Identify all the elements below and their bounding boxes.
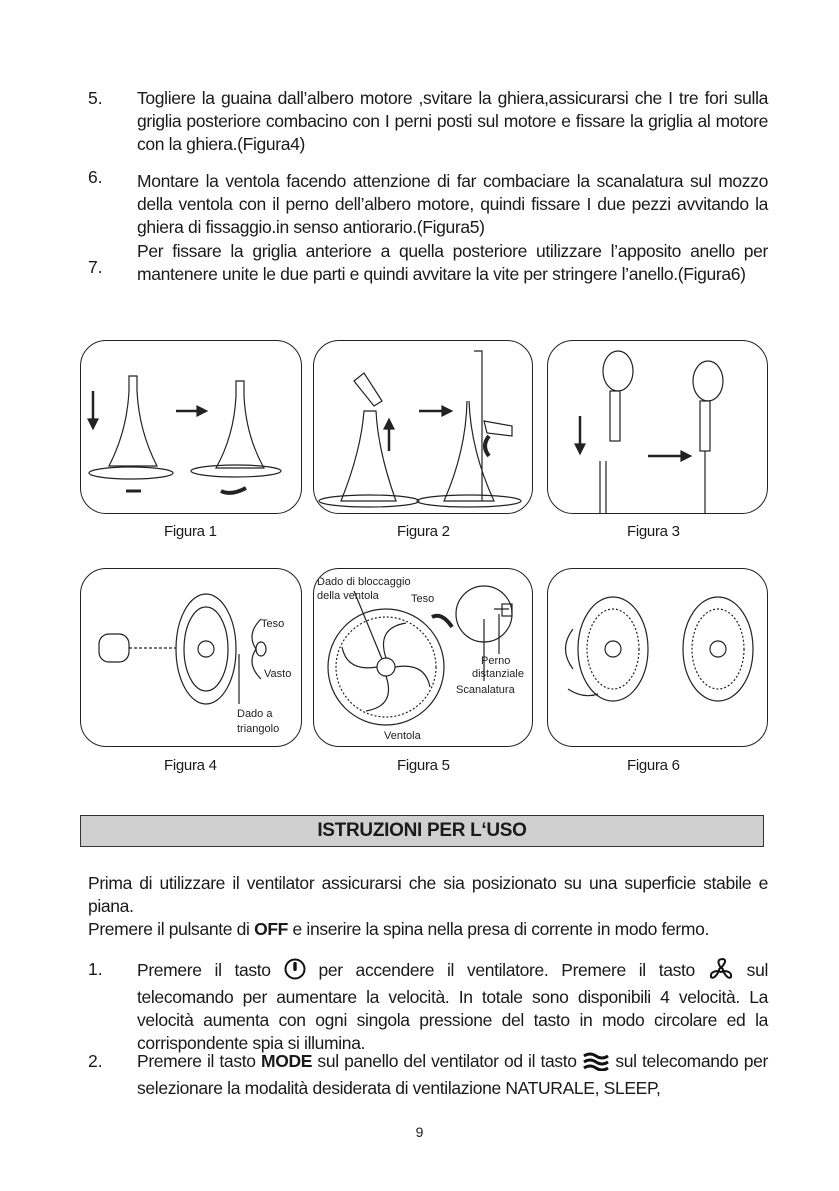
figure-2-caption: Figura 2 [397,523,450,540]
step-number: 6. [88,167,103,187]
text: sul panello del ventilator od il tasto [312,1051,583,1071]
intro-paragraph: Prima di utilizzare il ventilator assicurarsi che sia posizionato su una superficie stabile e piana. [88,873,768,916]
label-dado-a: Dado a [237,708,273,720]
step-text [137,1050,768,1100]
off-label: OFF [254,919,289,939]
text: Premere il pulsante di [88,919,255,939]
figure-1-caption: Figura 1 [164,523,217,540]
step-number: 7. [88,257,103,277]
page-number: 9 [415,1124,424,1140]
text: per accendere il ventilatore. Premere il tasto [305,960,708,980]
figure-6-illustration [547,568,768,747]
figure-4-illustration [80,568,302,747]
step-text: Montare la ventola facendo attenzione di far combaciare la scanalatura sul mozzo della ventola con il perno dell’albero motore, quindi fissare I due pezzi avvitando la ghiera di fissaggio.in senso antiorario.(Figura5) [137,171,768,237]
label-distanziale: distanziale [472,668,524,680]
label-triangolo: triangolo [237,723,280,735]
text: e inserire la spina nella presa di corrente in modo fermo. [288,919,709,939]
off-instruction [88,918,768,941]
section-heading: ISTRUZIONI PER L‘USO [80,815,764,847]
label-teso: Teso [411,593,435,605]
text: sul telecomando per aumentare la velocità. In totale sono disponibili 4 velocità. La velocità aumenta con ogni singola pressione del tasto in modo circolare ed la corrispondente spia si illumina. [137,960,768,1053]
step-text: Per fissare la griglia anteriore a quella posteriore utilizzare l’apposito anello per mantenere unite le due parti e quindi avvitare la vite per stringere l’anello.(Figura6) [137,241,768,284]
step-number: 5. [88,88,103,108]
label-ventola: Ventola [384,730,421,742]
step-number: 2. [88,1051,103,1071]
figure-3-illustration [547,340,768,514]
step-text [137,958,768,1055]
mode-label: MODE [260,1051,313,1071]
label-vasto: Vasto [264,668,292,680]
label-della-ventola: della ventola [317,590,379,602]
step-number: 1. [88,959,103,979]
label-teso: Teso [261,618,285,630]
wind-mode-icon [582,1051,610,1077]
figure-5-caption: Figura 5 [397,757,450,774]
text: Premere il tasto [137,1051,261,1071]
label-dado-bloccaggio: Dado di bloccaggio [317,576,411,588]
figure-4-caption: Figura 4 [164,757,217,774]
figure-6-caption: Figura 6 [627,757,680,774]
power-button-icon [284,958,306,986]
text: Premere il tasto [137,960,284,980]
label-scanalatura: Scanalatura [456,684,515,696]
figure-2-illustration [313,340,533,514]
step-text: Togliere la guaina dall’albero motore ,svitare la ghiera,assicurarsi che I tre fori sulla griglia posteriore combacino con I perni posti sul motore e fissare la griglia al motore con la ghiera.(Figura4) [137,88,768,154]
fan-speed-icon [708,958,734,986]
label-perno: Perno [481,655,511,667]
figure-1-illustration [80,340,302,514]
figure-5-illustration [313,568,533,747]
text: sul telecomando per selezionare la modalità desiderata di ventilazione NATURALE, SLEEP, [137,1051,768,1098]
figure-3-caption: Figura 3 [627,523,680,540]
